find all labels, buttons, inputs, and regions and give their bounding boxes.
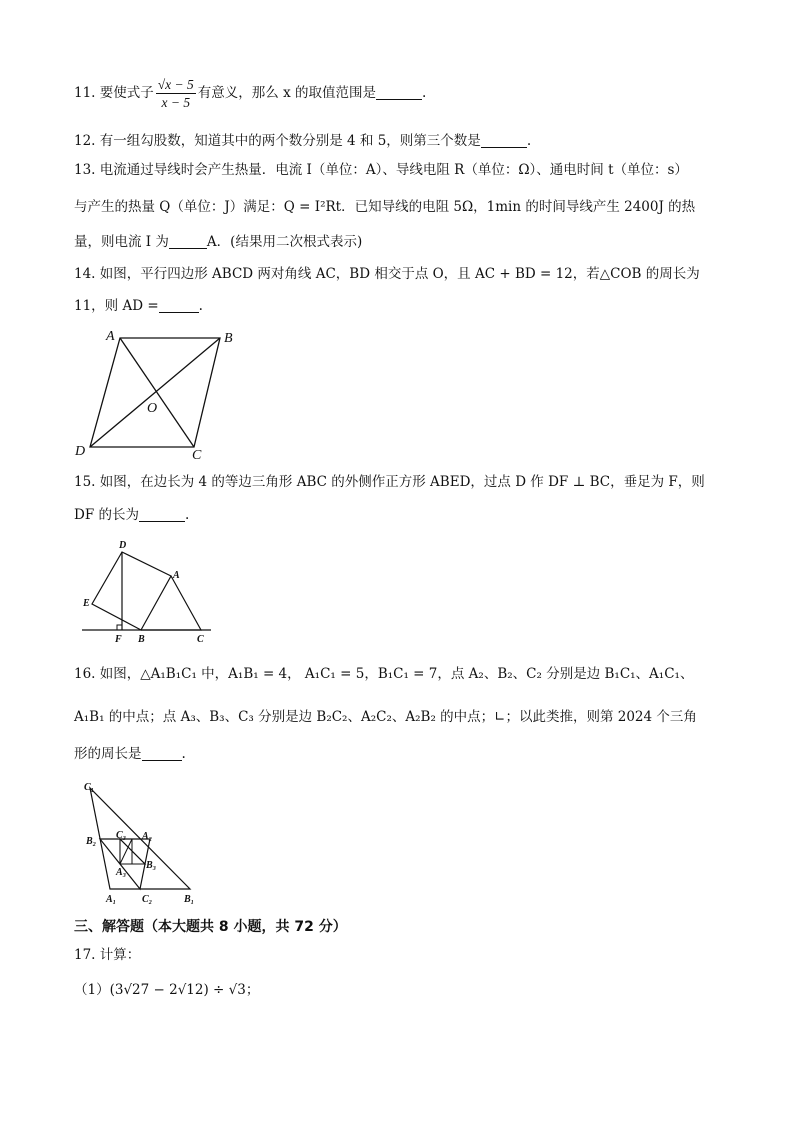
q14-line2-a: 11，则 AD = xyxy=(74,298,159,314)
label-a: A xyxy=(106,329,115,344)
q12-answer-blank[interactable] xyxy=(481,133,527,148)
label-f: F xyxy=(115,634,122,644)
label-b: B xyxy=(138,634,145,644)
q11-answer-blank[interactable] xyxy=(376,85,422,100)
q16-line3-a: 形的周长是 xyxy=(74,746,142,762)
q15-line1: 15. 如图，在边长为 4 的等边三角形 ABC 的外侧作正方形 ABED，过点 D 作 DF ⊥ BC，垂足为 F，则 xyxy=(74,474,705,490)
q17-title: 17. 计算： xyxy=(74,947,141,963)
inner-line-2 xyxy=(120,839,132,864)
q16-midpoint-triangles-figure xyxy=(80,778,205,908)
q14-line1: 14. 如图，平行四边形 ABCD 两对角线 AC，BD 相交于点 O，且 AC + BD = 12，若△COB 的周长为 xyxy=(74,266,700,282)
question-11 xyxy=(74,76,426,111)
q11-denominator: x − 5 xyxy=(161,95,191,110)
q14-answer-blank[interactable] xyxy=(159,298,199,313)
label-c1: C₁ xyxy=(84,782,95,793)
q13-line3-b: A．(结果用二次根式表示) xyxy=(206,234,363,250)
label-d: D xyxy=(75,444,86,459)
label-o: O xyxy=(147,401,158,416)
q15-square-triangle-figure xyxy=(76,534,226,644)
q13-line3 xyxy=(74,232,362,252)
diagonal-bd xyxy=(90,338,220,447)
q16-answer-blank[interactable] xyxy=(142,746,182,761)
question-12 xyxy=(74,131,531,151)
q14-line2 xyxy=(74,296,203,316)
q11-suffix: 有意义，那么 x 的取值范围是 xyxy=(197,85,376,101)
q13-line1: 13. 电流通过导线时会产生热量．电流 I（单位：A）、导线电阻 R（单位：Ω）、通电时间 t（单位：s） xyxy=(74,162,688,178)
label-b1: B₁ xyxy=(184,894,195,905)
triangle-abc xyxy=(141,576,201,630)
q15-answer-blank[interactable] xyxy=(139,507,185,522)
label-a: A xyxy=(173,570,180,581)
q11-numerator: √x − 5 xyxy=(157,77,194,92)
q16-end: . xyxy=(181,746,186,762)
q13-line3-a: 量，则电流 I 为 xyxy=(74,234,169,250)
label-b: B xyxy=(224,331,233,346)
q12-text: 12. 有一组勾股数，知道其中的两个数分别是 4 和 5，则第三个数是 xyxy=(74,133,481,149)
section-3-heading: 三、解答题（本大题共 8 小题，共 72 分） xyxy=(74,919,347,935)
q15-line2 xyxy=(74,505,189,525)
q16-line2: A₁B₁ 的中点；点 A₃、B₃、C₃ 分别是边 B₂C₂、A₂C₂、A₂B₂ 的中点；∟；以此类推，则第 2024 个三角 xyxy=(74,709,697,725)
label-c3: C₃ xyxy=(116,830,127,841)
label-a2: A₂ xyxy=(142,831,153,842)
right-angle-mark xyxy=(117,625,122,630)
q16-line1: 16. 如图，△A₁B₁C₁ 中，A₁B₁ = 4， A₁C₁ = 5，B₁C₁ = 7，点 A₂、B₂、C₂ 分别是边 B₁C₁、A₁C₁、 xyxy=(74,666,694,682)
square-abed xyxy=(92,552,171,630)
q14-end: . xyxy=(198,298,203,314)
q17-part1: （1）(3√27 − 2√12) ÷ √3； xyxy=(74,982,260,998)
q15-line2-a: DF 的长为 xyxy=(74,507,139,523)
label-a3: A₃ xyxy=(116,867,127,878)
q14-parallelogram-figure xyxy=(70,322,250,462)
q11-fraction xyxy=(156,76,196,111)
label-e: E xyxy=(83,598,90,609)
q16-line3 xyxy=(74,744,186,764)
label-b2: B₂ xyxy=(86,836,97,847)
label-b3: B₃ xyxy=(146,860,157,871)
q11-end: . xyxy=(421,85,427,101)
q13-answer-blank[interactable] xyxy=(169,234,207,249)
q13-line2: 与产生的热量 Q（单位：J）满足：Q = I²Rt．已知导线的电阻 5Ω，1min 的时间导线产生 2400J 的热 xyxy=(74,199,696,215)
label-c2: C₂ xyxy=(142,894,153,905)
q12-end: . xyxy=(526,133,532,149)
label-d: D xyxy=(119,540,127,551)
q11-prefix: 11. 要使式子 xyxy=(74,85,154,101)
diagonal-ac xyxy=(120,338,194,447)
q15-end: . xyxy=(184,507,190,523)
label-a1: A₁ xyxy=(106,894,117,905)
label-c: C xyxy=(197,634,204,644)
label-c: C xyxy=(192,448,202,462)
